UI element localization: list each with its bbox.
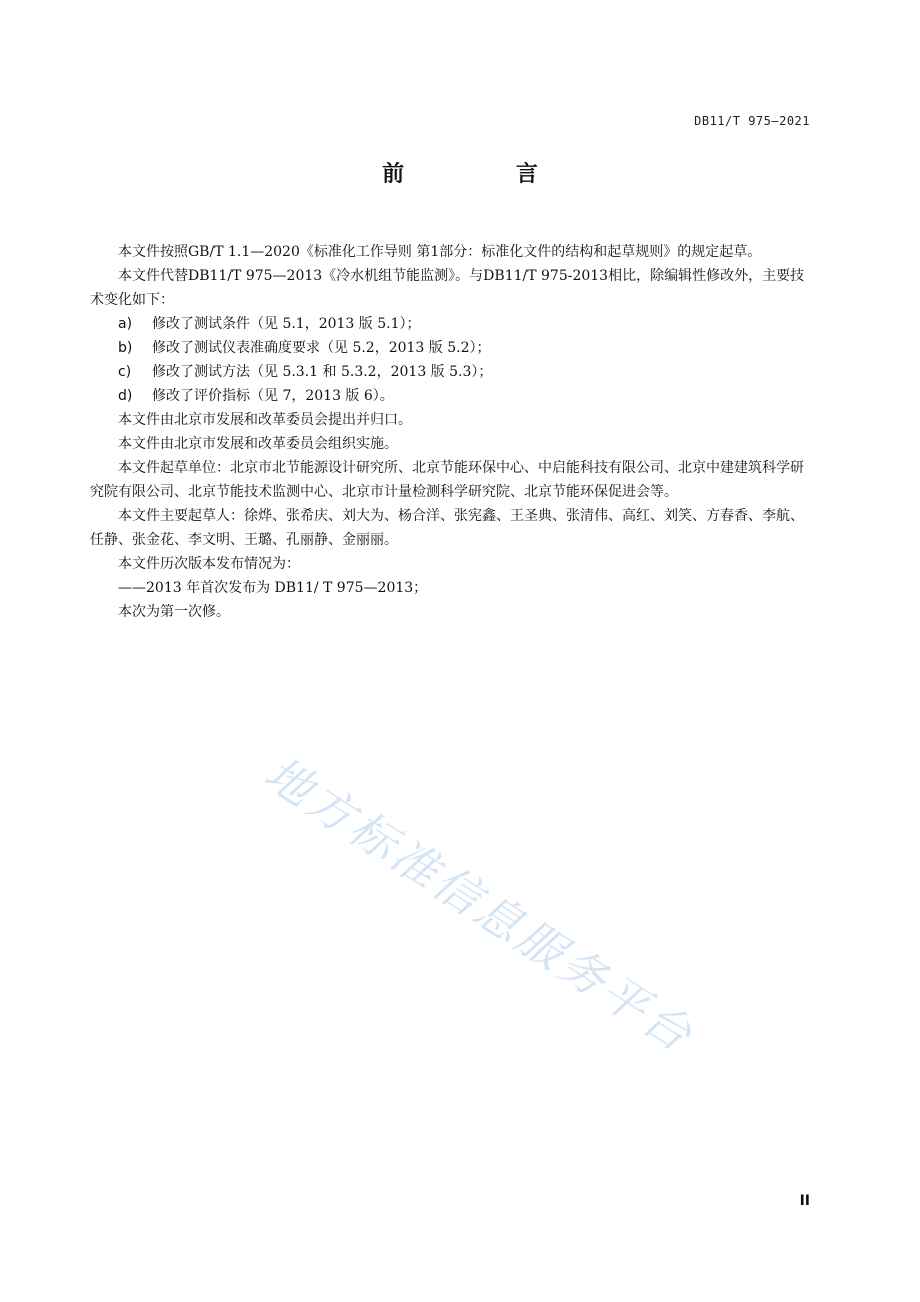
document-code: DB11/T 975—2021 (694, 114, 810, 128)
paragraph-drafters: 本文件主要起草人：徐烨、张希庆、刘大为、杨合洋、张宪鑫、王圣典、张清伟、高红、刘笑、方春香、李航、任静、张金花、李文明、王璐、孔丽静、金丽丽。 (90, 508, 804, 548)
page-number: II (799, 1193, 810, 1209)
list-item-text: 修改了测试条件（见 5.1，2013 版 5.1）； (152, 316, 421, 332)
paragraph-revision-note: 本次为第一次修。 (118, 604, 230, 620)
paragraph-replaces: 本文件代替DB11/T 975—2013《冷水机组节能监测》。与DB11/T 975-2013相比，除编辑性修改外，主要技术变化如下： (90, 268, 805, 308)
paragraph-proposed-by: 本文件由北京市发展和改革委员会提出并归口。 (118, 412, 412, 428)
watermark: 地方标准信息服务平台 (255, 745, 704, 1064)
list-item (90, 384, 812, 408)
paragraph-implemented-by: 本文件由北京市发展和改革委员会组织实施。 (118, 436, 398, 452)
list-marker: b) (118, 340, 133, 356)
list-item-text: 修改了测试方法（见 5.3.1 和 5.3.2，2013 版 5.3）； (152, 364, 493, 380)
list-item-text: 修改了测试仪表准确度要求（见 5.2，2013 版 5.2）； (152, 340, 491, 356)
list-marker: c) (118, 364, 132, 380)
list-item (90, 360, 812, 384)
paragraph-history-item: ——2013 年首次发布为 DB11/ T 975—2013； (118, 580, 428, 596)
foreword-content (90, 240, 812, 624)
paragraph-drafting-rules: 本文件按照GB/T 1.1—2020《标准化工作导则 第1部分：标准化文件的结构和起草规则》的规定起草。 (118, 244, 762, 260)
list-item (90, 312, 812, 336)
paragraph-history-intro: 本文件历次版本发布情况为： (118, 556, 300, 572)
page-title: 前 言 (382, 162, 590, 187)
list-item (90, 336, 812, 360)
list-marker: d) (118, 388, 133, 404)
list-marker: a) (118, 316, 133, 332)
list-item-text: 修改了评价指标（见 7，2013 版 6）。 (152, 388, 394, 404)
paragraph-drafting-units: 本文件起草单位：北京市北节能源设计研究所、北京节能环保中心、中启能科技有限公司、北京中建建筑科学研究院有限公司、北京节能技术监测中心、北京市计量检测科学研究院、北京节能环保促进会等。 (90, 460, 804, 500)
